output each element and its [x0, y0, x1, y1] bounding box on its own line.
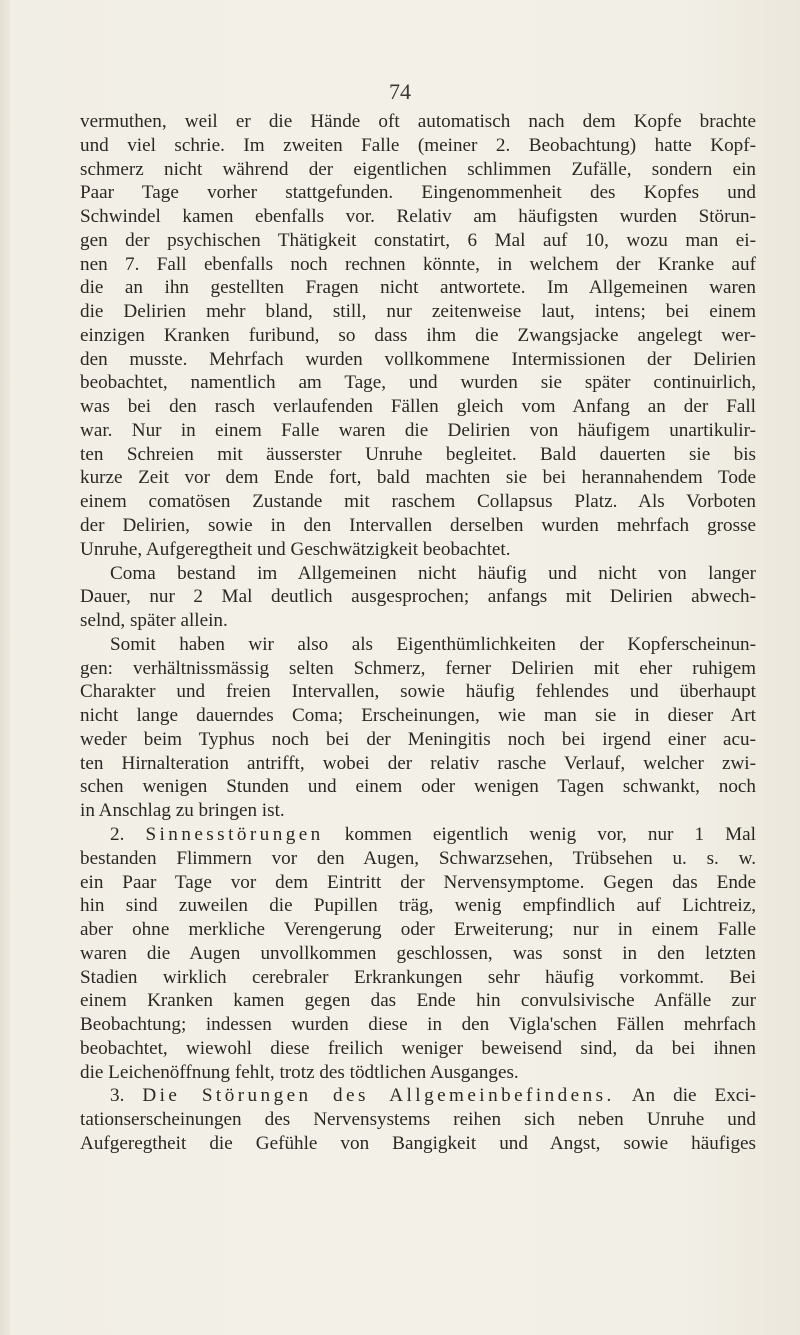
- text-line: Beobachtung; indessen wurden diese in den Vigla'schen Fällen mehrfach: [80, 1014, 756, 1036]
- text-line: weder beim Typhus noch bei der Meningitis noch bei irgend einer acu-: [80, 728, 756, 750]
- text-line: beobachtet, wiewohl diese freilich weniger beweisend sind, da bei ihnen: [80, 1037, 756, 1059]
- text-line: tationserscheinungen des Nervensystems reihen sich neben Unruhe und: [80, 1109, 756, 1131]
- text-line: Stadien wirklich cerebraler Erkrankungen sehr häufig vorkommt. Bei: [80, 966, 756, 988]
- text-line: Somit haben wir also als Eigenthümlichkeiten der Kopferscheinun-: [110, 633, 756, 655]
- text-line: kommen eigentlich wenig vor, nur 1 Mal: [344, 823, 756, 845]
- text-line: den musste. Mehrfach wurden vollkommene Intermissionen der Delirien: [80, 348, 756, 370]
- section-2-line: [80, 823, 756, 847]
- section-3-heading: Die Störungen des Allgemeinbefindens.: [142, 1085, 615, 1107]
- text-line: hin sind zuweilen die Pupillen träg, wenig empfindlich auf Lichtreiz,: [80, 895, 756, 917]
- body-text: [80, 110, 756, 1156]
- text-line: einem comatösen Zustande mit raschem Collapsus Platz. Als Vorboten: [80, 491, 756, 513]
- text-line: was bei den rasch verlaufenden Fällen gleich vom Anfang an der Fall: [80, 396, 756, 418]
- section-2-number: 2.: [110, 823, 125, 845]
- text-line: die Delirien mehr bland, still, nur zeitenweise laut, intens; bei einem: [80, 301, 756, 323]
- text-line: gen der psychischen Thätigkeit constatirt, 6 Mal auf 10, wozu man ei-: [80, 229, 756, 251]
- text-line: und viel schrie. Im zweiten Falle (meiner 2. Beobachtung) hatte Kopf-: [80, 134, 756, 156]
- text-line: An die Exci-: [631, 1085, 756, 1107]
- section-2-heading: Sinnesstörungen: [145, 823, 324, 845]
- text-line: ten Schreien mit äusserster Unruhe begleitet. Bald dauerten sie bis: [80, 443, 756, 465]
- text-line: Paar Tage vorher stattgefunden. Eingenommenheit des Kopfes und: [80, 182, 756, 204]
- text-line: einem Kranken kamen gegen das Ende hin convulsivische Anfälle zur: [80, 990, 756, 1012]
- text-line: selnd, später allein.: [80, 610, 228, 632]
- section-3-number: 3.: [110, 1085, 125, 1107]
- text-line: ein Paar Tage vor dem Eintritt der Nervensymptome. Gegen das Ende: [80, 871, 756, 893]
- text-line: die Leichenöffnung fehlt, trotz des tödtlichen Ausganges.: [80, 1061, 519, 1083]
- text-line: nicht lange dauerndes Coma; Erscheinungen, wie man sie in dieser Art: [80, 705, 756, 727]
- text-line: Schwindel kamen ebenfalls vor. Relativ am häufigsten wurden Störun-: [80, 206, 756, 228]
- page-number: 74: [389, 79, 411, 104]
- text-line: schmerz nicht während der eigentlichen schlimmen Zufälle, sondern ein: [80, 158, 756, 180]
- text-line: vermuthen, weil er die Hände oft automatisch nach dem Kopfe brachte: [80, 111, 756, 132]
- text-line: Charakter und freien Intervallen, sowie häufig fehlendes und überhaupt: [80, 681, 756, 703]
- page-gutter: [0, 0, 10, 1335]
- text-line: bestanden Flimmern vor den Augen, Schwarzsehen, Trübsehen u. s. w.: [80, 847, 756, 869]
- text-line: einzigen Kranken furibund, so dass ihm die Zwangsjacke angelegt wer-: [80, 324, 756, 346]
- text-line: nen 7. Fall ebenfalls noch rechnen könnte, in welchem der Kranke auf: [80, 253, 756, 275]
- text-line: ten Hirnalteration antrifft, wobei der relativ rasche Verlauf, welcher zwi-: [80, 752, 756, 774]
- text-line: Aufgeregtheit die Gefühle von Bangigkeit und Angst, sowie häufiges: [80, 1132, 756, 1154]
- text-line: waren die Augen unvollkommen geschlossen, was sonst in den letzten: [80, 942, 756, 964]
- text-line: Unruhe, Aufgeregtheit und Geschwätzigkeit beobachtet.: [80, 538, 511, 560]
- text-line: aber ohne merkliche Verengerung oder Erweiterung; nur in einem Falle: [80, 919, 756, 941]
- text-line: gen: verhältnissmässig selten Schmerz, ferner Delirien mit eher ruhigem: [80, 657, 756, 679]
- text-line: in Anschlag zu bringen ist.: [80, 800, 285, 822]
- text-line: beobachtet, namentlich am Tage, und wurden sie später continuirlich,: [80, 372, 756, 394]
- section-3-line: [80, 1084, 756, 1108]
- text-line: schen wenigen Stunden und einem oder wenigen Tagen schwankt, noch: [80, 776, 756, 798]
- text-line: die an ihn gestellten Fragen nicht antwortete. Im Allgemeinen waren: [80, 277, 756, 299]
- text-line: kurze Zeit vor dem Ende fort, bald machten sie bei herannahendem Tode: [80, 467, 756, 489]
- text-line: Dauer, nur 2 Mal deutlich ausgesprochen; anfangs mit Delirien abwech-: [80, 586, 756, 608]
- text-line: Coma bestand im Allgemeinen nicht häufig und nicht von langer: [110, 562, 756, 584]
- text-line: war. Nur in einem Falle waren die Delirien von häufigem unartikulir-: [80, 419, 756, 441]
- text-line: der Delirien, sowie in den Intervallen derselben wurden mehrfach grosse: [80, 515, 756, 537]
